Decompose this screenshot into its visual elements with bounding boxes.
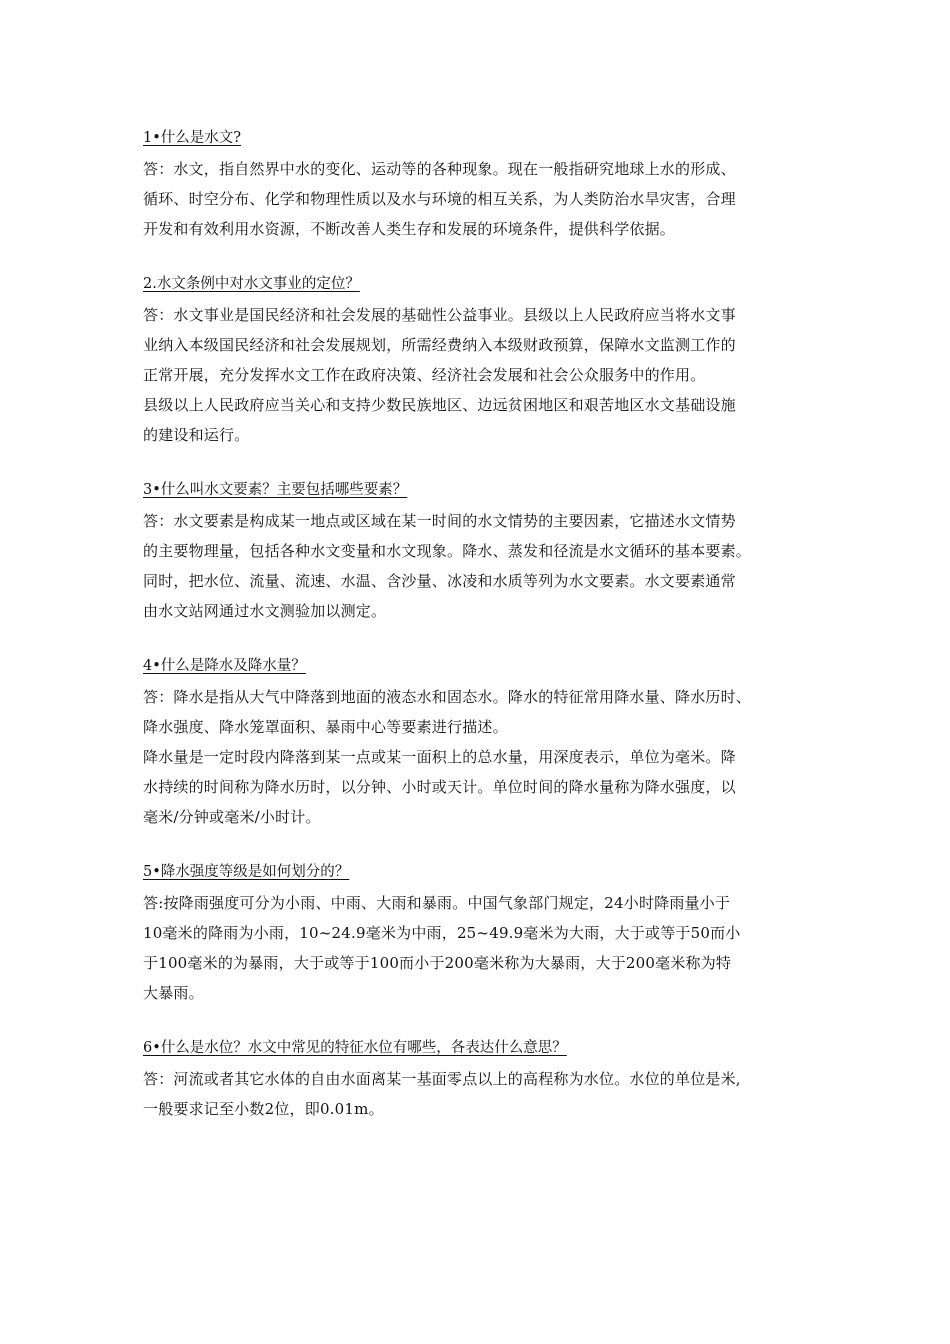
answer-paragraph	[143, 682, 823, 742]
answer-paragraph	[143, 742, 823, 832]
text-line: 大暴雨。	[143, 984, 204, 1002]
text-line: 于100毫米的为暴雨，大于或等于100而小于200毫米称为大暴雨，大于200毫米称为特	[143, 954, 732, 972]
text-line: 答：水文，指自然界中水的变化、运动等的各种现象。现在一般指研究地球上水的形成、	[143, 160, 736, 178]
text-line: 答：水文要素是构成某一地点或区域在某一时间的水文情势的主要因素，它描述水文情势	[143, 512, 736, 530]
qa-item-2	[143, 272, 823, 450]
document-body	[143, 126, 823, 1152]
answer-paragraph	[143, 888, 823, 1008]
question-heading: 1•什么是水文?	[143, 130, 242, 146]
text-line: 循环、时空分布、化学和物理性质以及水与环境的相互关系，为人类防治水旱灾害，合理	[143, 190, 736, 208]
question-heading: 4•什么是降水及降水量？	[143, 658, 306, 674]
text-line: 降水强度、降水笼罩面积、暴雨中心等要素进行描述。	[143, 718, 508, 736]
text-line: 答：降水是指从大气中降落到地面的液态水和固态水。降水的特征常用降水量、降水历时、	[143, 688, 752, 706]
text-line: 正常开展，充分发挥水文工作在政府决策、经济社会发展和社会公众服务中的作用。	[143, 366, 706, 384]
answer-paragraph	[143, 1064, 823, 1124]
text-line: 答：水文事业是国民经济和社会发展的基础性公益事业。县级以上人民政府应当将水文事	[143, 306, 736, 324]
answer-paragraph	[143, 506, 823, 626]
question-heading: 3•什么叫水文要素？主要包括哪些要素？	[143, 482, 408, 498]
qa-item-3	[143, 478, 823, 626]
qa-item-4	[143, 654, 823, 832]
text-line: 同时，把水位、流量、流速、水温、含沙量、冰凌和水质等列为水文要素。水文要素通常	[143, 572, 736, 590]
text-line: 开发和有效利用水资源，不断改善人类生存和发展的环境条件，提供科学依据。	[143, 220, 676, 238]
question-heading: 5•降水强度等级是如何划分的？	[143, 864, 350, 880]
text-line: 一般要求记至小数2位，即0.01m。	[143, 1100, 384, 1118]
text-line: 由水文站网通过水文测验加以测定。	[143, 602, 387, 620]
text-line: 的建设和运行。	[143, 426, 250, 444]
qa-item-1	[143, 126, 823, 244]
answer-paragraph	[143, 390, 823, 450]
answer-paragraph	[143, 300, 823, 390]
text-line: 降水量是一定时段内降落到某一点或某一面积上的总水量，用深度表示，单位为毫米。降	[143, 748, 736, 766]
text-line: 10毫米的降雨为小雨，10~24.9毫米为中雨，25~49.9毫米为大雨，大于或等于50而小	[143, 924, 741, 942]
question-heading: 2.水文条例中对水文事业的定位？	[143, 276, 360, 292]
text-line: 答:按降雨强度可分为小雨、中雨、大雨和暴雨。中国气象部门规定，24小时降雨量小于	[143, 894, 731, 912]
question-heading: 6•什么是水位？水文中常见的特征水位有哪些，各表达什么意思？	[143, 1040, 567, 1056]
text-line: 答：河流或者其它水体的自由水面离某一基面零点以上的高程称为水位。水位的单位是米,	[143, 1070, 741, 1088]
text-line: 的主要物理量，包括各种水文变量和水文现象。降水、蒸发和径流是水文循环的基本要素。	[143, 542, 752, 560]
qa-item-6	[143, 1036, 823, 1124]
text-line: 县级以上人民政府应当关心和支持少数民族地区、边远贫困地区和艰苦地区水文基础设施	[143, 396, 736, 414]
text-line: 水持续的时间称为降水历时，以分钟、小时或天计。单位时间的降水量称为降水强度，以	[143, 778, 736, 796]
answer-paragraph	[143, 154, 823, 244]
text-line: 毫米/分钟或毫米/小时计。	[143, 808, 321, 826]
qa-item-5	[143, 860, 823, 1008]
text-line: 业纳入本级国民经济和社会发展规划，所需经费纳入本级财政预算，保障水文监测工作的	[143, 336, 736, 354]
